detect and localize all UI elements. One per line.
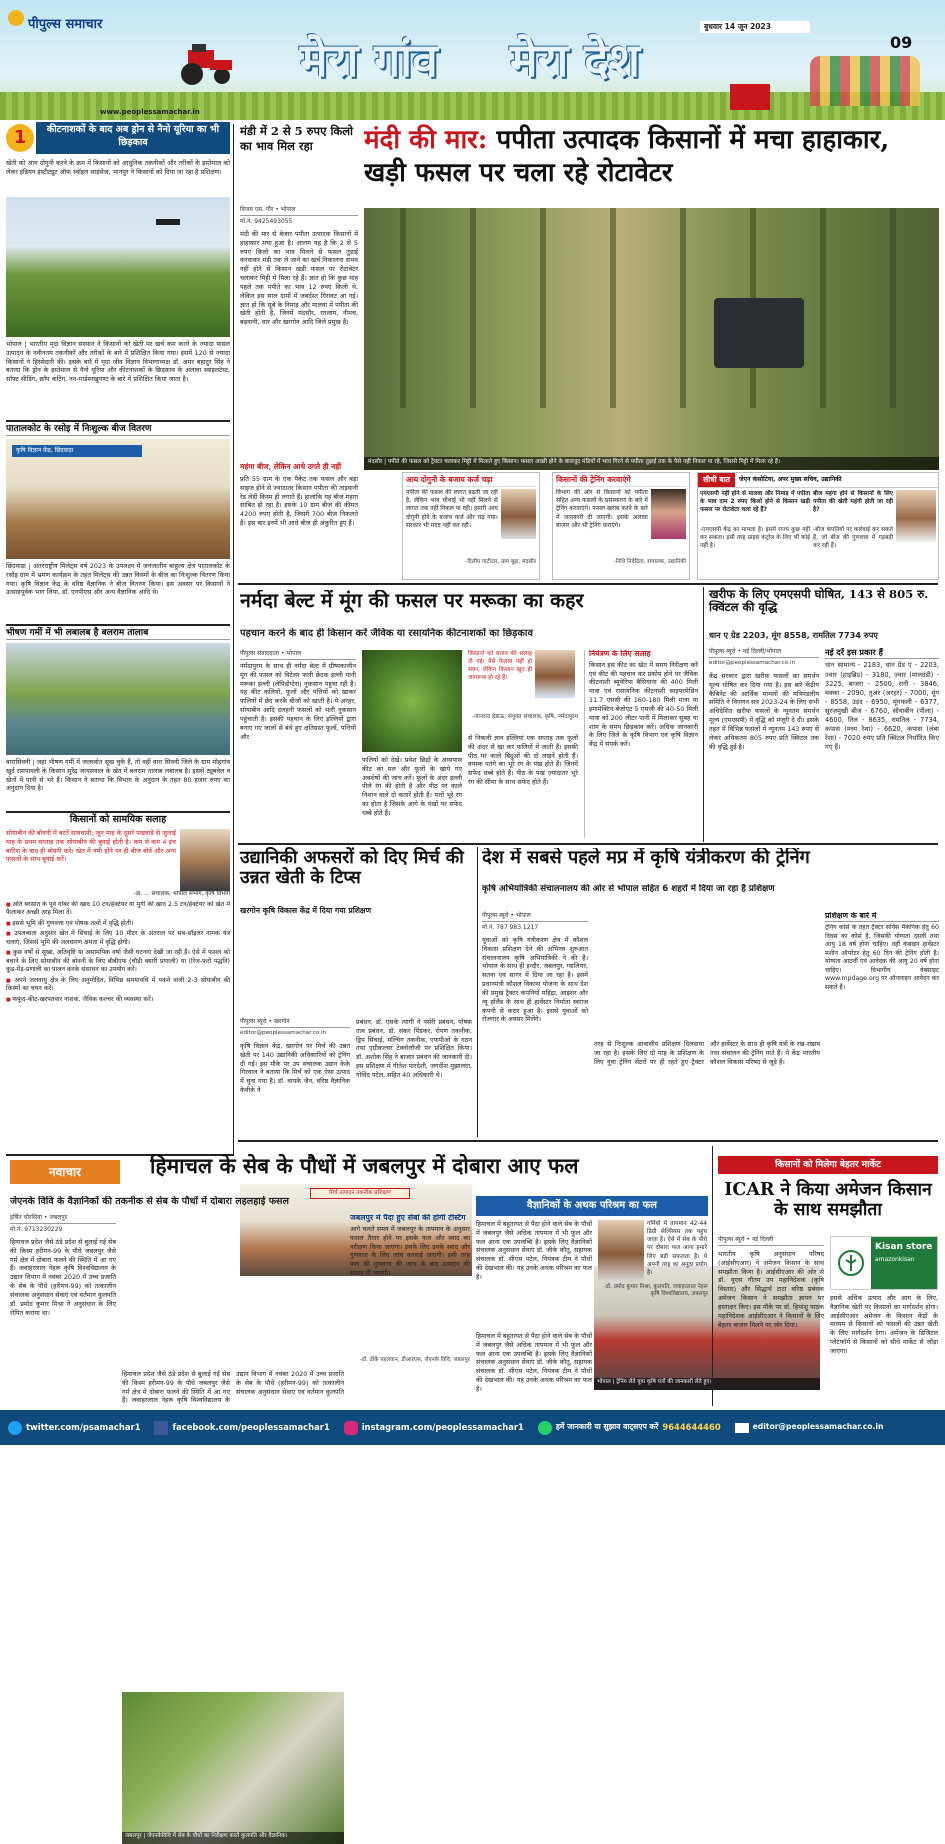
- direct-q2: बीज महंगा होने से किसानों के लिए पपीता की खेती महंगी होती जा रही है?: [813, 491, 893, 514]
- column-divider: [703, 587, 704, 842]
- icar-logos: [830, 1236, 938, 1290]
- vc-quote: गर्मियों में तापमान 42-44 डिग्री सेल्सियस तक पहुंच जाता है। ऐसे में सेब के पौधे पर दोबारा फल आना हमारे लिए बड़ी सफलता है। ये अपनी तरह का अनूठा प्रयोग है।: [647, 1221, 707, 1276]
- drone-intro: खेती को आय दोगुनी करने के क्रम में किसानों को आधुनिक तकनीकों और तरीकों के इस्तेमाल को लेकर इंडियन इंस्टीट्यूट ऑफ स्वॉइल साइंसेज, भानपुर ने किसानों को दिया जा रहा है प्रशिक्षण।: [6, 159, 230, 176]
- column-divider: [477, 847, 478, 1137]
- mech-mobile: मो.नं. 787 983 1217: [482, 924, 539, 931]
- icar-banner: किसानों को मिलेगा बेहतर मार्केट: [718, 1156, 938, 1174]
- section-rule: [238, 583, 938, 585]
- direct-talk-photo: [896, 490, 936, 542]
- quote-2-credit: -निधि निवेदिता, संचालक, उद्यानिकी: [613, 558, 686, 565]
- rates-text: धान सामान्य - 2183, धान ग्रेड ए - 2203, ज्वार (हाइब्रिड) - 3180, ज्वार (मालदंडी) - 3225, बाजरा - 2500, रागी - 3846, मक्का - 2090, तुअर (अरहर) - 7000, मूंग - 8558, उड़द - 6950, मूंगफली - 6377, सूरजमुखी बीज - 6760, सोयाबीन (पीला) - 4600, तिल - 8635, रामतिल - 7734, कपास (मध्य रेशा) - 6620, कपास (लंबा रेशा) - 7020 रुपए प्रति क्विंटल निर्धारित किए गए हैं।: [825, 661, 939, 752]
- quote-2-text: विभाग की ओर से किसानों को पपीता सहित अन्य फसलों के प्रसंस्करण के बारे में ट्रेनिंग करवाएंगे। फसल ख़राब करने के बारे में जानकारी दी जाएगी। इसके अलावा बाजार और भी ट्रेनिंग कराएंगे।: [556, 488, 648, 529]
- moong-body-3: से निकली ज्ञान इल्लियां एक सप्ताह तक फूलों की अंदर से खा कर फलियों में जाती हैं। इसकी पीठ पर काले बिंदुओं की दो लाइनें होती हैं। वयस्क पतंगे का भूरे रंग के पंख होते हैं। जिनमें सफेद धब्बे होते हैं। पीठ के पंख ज़्यादातर भूरे रंग की सीमा के साथ सफेद होते हैं।: [468, 734, 578, 787]
- chilli-banner: मिर्च उत्पादन तकनीक प्रशिक्षण: [310, 1188, 410, 1199]
- apple-effort-title: वैज्ञानिकों के अथक परिश्रम का फल: [476, 1196, 708, 1216]
- papaya-headline-rest: पपीता उत्पादक किसानों में मचा हाहाकार, खड़ी फसल पर चला रहे रोटावेटर: [364, 125, 890, 188]
- moong-officer-photo: [535, 650, 575, 698]
- seed-body: छिंदवाड़ा | अंतरराष्ट्रीय मिलेट्स वर्ष 2023 के उपलक्ष्य में जनजातीय बाहुल्य क्षेत्र पातालकोट के रसोइ ग्राम में भ्रमण कार्यक्रम के तहत मिलेट्स की उन्नत किस्मों के बीज का निःशुल्क वितरण किया गया। कृषि विज्ञान केंद्र के वरिष्ठ वैज्ञानिक ने बीज वितरण किया। इस अवसर पर किसानों ने उत्साहपूर्वक भाग लिया, डॉ. एनपीएस और अन्य वैज्ञानिक आदि थे।: [6, 562, 230, 597]
- seed-event-banner: कृषि विज्ञान केंद्र, छिंदवाड़ा: [12, 445, 142, 457]
- footer-facebook[interactable]: facebook.com/peoplessamachar1: [172, 1421, 330, 1432]
- footer-whatsapp-text: हमें जानकारी या सुझाव वाट्सएप करें: [555, 1422, 659, 1432]
- papaya-photo: [364, 208, 939, 470]
- about-title: प्रशिक्षण के बारे में: [825, 912, 939, 922]
- quote-2-title: किसानों की ट्रेनिंग करवाएंगे: [556, 476, 686, 487]
- advice-bullet: ■ अपने जलवायु क्षेत्र के लिए अनुमोदित, विभिन्न समयावधि में पकने वाली 2-3 सोयाबीन की किस्मों का चयन करें।: [6, 977, 230, 994]
- msp-body: केंद्र सरकार द्वारा खरीफ फसलों का समर्थन मूल्य घोषित कर दिया गया है। इस बारे केंद्रीय कैबिनेट की आर्थिक मामलों की मंत्रिमंडलीय समिति ने विपणन सत्र 2023-24 के लिए सभी अधिदेशित खरीफ फसलों के न्यूनतम समर्थन मूल्य (एमएसपी) में वृद्धि को मंजूरी दे दी। इसके तहत में विभिन्न फसलों में न्यूनतम 143 रुपए से लेकर अधिकतम 805 रुपए प्रति क्विंटल तक की वृद्धि हुई है।: [709, 672, 819, 751]
- advice-bullets: [6, 901, 230, 1101]
- advice-bullet: ■ फफूंद-कीट-खरपतवार नाशक, जैविक कल्चर की व्यवस्था करें।: [6, 996, 230, 1005]
- testing-credit: -डॉ. डीके पहलवान, डीआरएस, जेएनके विवि, जबलपुर: [359, 1356, 470, 1363]
- papaya-body-2: प्रति 55 ग्राम के एक पैकेट तक फसल और बड़ा साइज होने से ज्यादातर किसान पपीता की ताइवानी रेड लेडी किस्म ही लगाते हैं। हालांकि यह बीज महंगा साबित हो रहा है। इसके 10 ग्राम बीज की कीमत 4200 रुपए होती है, जिसमें 700 बीज निकलते हैं। इस बार इनमें भी आधे बीज ही अंकुरित हुए हैं।: [240, 475, 358, 528]
- column-divider: [233, 124, 234, 1154]
- direct-a2: -बीज कंपनियों पर कार्रवाई कर सकते हैं, जो बीज की गुणवत्ता में गड़बड़ी कर रही हैं।: [813, 527, 893, 550]
- drone-photo: [6, 197, 230, 337]
- website-label: www.peoplessamachar.in: [100, 108, 200, 116]
- footer-bar: [0, 1410, 945, 1445]
- mech-body: युवाओं को कृषि यंत्रीकरण क्षेत्र में कौशल विकास प्रशिक्षण देने की अभिनव शुरुआत संचालनालय कृषि अभियांत्रिकी ने की है। भोपाल के साथ ही इन्दौर, जबलपुर, ग्वालियर, सतना एवं सागर में दिया जा रहा है। इसमें प्रधानमंत्री कौशल विकास योजना के साथ देश की प्रमुख ट्रैक्टर कंपनियों महिंद्रा, आइशर और न्यू हॉलैंड के साथ ही हार्वेस्टर निर्माता स्वराज कंपनी से करार हुआ है। इससे युवाओं को रोजगार के अवसर मिलेंगे।: [482, 936, 588, 1024]
- moong-subhead: पहचान करने के बाद ही किसान करें जैविक या रसायनिक कीटनाशकों का छिड़काव: [240, 628, 533, 639]
- papaya-caption: मंदसौर | पपीते की फसल को ट्रैक्टर चलाकर मिट्टी में मिलाते हुए किसान। फसल अच्छी होने के बावजूद मंडियों में भाव गिरने से पपीता तुड़ाई तक के पैसे नहीं निकल पा रहे, जिससे मिट्टी में मिला रहे हैं।: [364, 457, 939, 470]
- icar-body: भारतीय कृषि अनुसंधान परिषद (आईसीएआर) ने अमेजन किसान के साथ समझौता किया है। आईसीएआर की ओर से डॉ. यूएस गौतम उप महानिदेशक (कृषि विस्तार) और सिद्धार्थ टाटा वरिष्ठ प्रबंधक अमेजन किसान ने समझौता ज्ञापन पर हस्ताक्षर किए। इस मौके पर डॉ. हिमांशु पाठक महानिदेशक आईसीएआर ने किसानों के लिए बेहतर बाजार मिलने पर जोर दिया।: [718, 1250, 824, 1329]
- section-title-gaon: मेरा गांव: [300, 33, 438, 87]
- advice-officer-photo: [180, 829, 230, 891]
- apple-effort-text-2: हिमाचल में बहुतायत से पैदा होने वाले सेब के पौधों में जबलपुर जैसे अधिक तापमान में भी फूल और फल आना एक उपलब्धि है। इसके लिए वैज्ञानिकों संचालक अनुसंधान सेवाएं डॉ. जीके कौतू, सहायक संचालक डॉ. सीएस पटेल, नियंत्रक टीम ने पौधों की देखभाल की। यह उनके अथक परिश्रम का फल है।: [476, 1332, 592, 1393]
- apple-testing-box: [350, 1214, 470, 1406]
- moong-body: नर्मदापुरम के साथ ही नर्मदा बेल्ट में ग्रीष्मकालीन मूंग की फसल को विटेलर फली छेदक इल्ली यानी मरूका इल्ली (लेपिडोप्टेरा) नुकसान पहुंचा रही है। यह कीट कलियों, फूलों और पत्तियों को खाकर फलियों में छेद करके बीजों को खाती है। ये अरहर, सोयाबीन आदि दलहनी फसलों को भारी नुकसान पहुंचाती है। इसकी पहचान के लिए इल्लियों द्वारा बनाए गए जालों से बंधे हुए क्षतिग्रस्त फूलों, पत्तियों और: [240, 662, 356, 741]
- apple-headline: हिमाचल के सेब के पौधों में जबलपुर में दोबारा आए फल: [150, 1154, 579, 1178]
- rates-title: नई दरें इस प्रकार हैं: [825, 648, 939, 659]
- paper-logo: पीपुल्स समाचार: [28, 17, 103, 32]
- moong-leaf-photo: [362, 650, 462, 752]
- apple-vc-box: [598, 1220, 708, 1406]
- papaya-body: मंदी की मार से बेजार पपीता उत्पादक किसानों में हाहाकार मचा हुआ है। आलम यह है कि 2 से 5 रुपए किलो का भाव मिलने से फसल तुड़ाई करवाकर मंडी तक ले जाने का खर्च निकालना संभव नहीं होने से किसान खड़ी फसल पर रोटावेटर चलाकर मिट्टी में मिला रहे हैं। ज्ञात हो कि कुछ माह पहले तक पपीते का भाव 12 रुपए किलो थे, लेकिन इस साल दामों में जबर्दस्त गिरावट आ गई। ज्ञात हो कि सूबे के निमाड़ और मालवा में पपीता की खेती होती है, जिनमें मंदसौर, रतलाम, नीमच, बड़वानी, धार और खरगोन आदि जिले प्रमुख हैं।: [240, 230, 358, 327]
- quote-1-photo: [501, 489, 536, 539]
- barn-icon: [730, 84, 770, 110]
- msp-subhead: धान ए ग्रेड 2203, मूंग 8558, रामतिल 7734 रुपए: [709, 630, 878, 640]
- tractor-icon: [170, 42, 240, 86]
- pond-body: वारासिवनी | जहां भीषण गर्मी में जलस्त्रोत सूख चुके हैं, तो वहीं वारा सिवनी जिले के ग्राम मोहगांव खुर्द रामपायली के किसान सुरेंद्र जायसवाल के खेत में बलराम तालाब लबालब है। इससे ट्यूबवेल व खेतों में पानी से भरे हैं। किसान ने बताया कि विभाग के अनुदान के तहत 80 हजार रुपए का अनुदान दिया है।: [6, 758, 230, 793]
- advice-bullet: ■ अति बरसात के पूर्व गोबर की खाद 10 टन/हेक्टेयर या मुर्गी की खाद 2.5 टन/हेक्टेयर को खेत में फैलाकर अच्छी तरह मिला दें।: [6, 901, 230, 918]
- instagram-icon: [344, 1421, 358, 1435]
- msp-email: editor@peoplessamachar.co.in: [709, 660, 796, 666]
- papaya-headline: [364, 124, 939, 206]
- kisan-store-sub: amazonkisan: [875, 1255, 915, 1263]
- papaya-quote-1: [402, 472, 540, 580]
- story-badge: 1: [6, 124, 34, 152]
- moong-body-2: फलियों को देखें। प्रवेश छिद्रों के आसपास कीट का मल और फूलों के खाये गए अवशेषों की जांच करें। फूलों के अंदर इल्ली पीले रंग की होती है और पीठ पर काले निशान वाले दो कतारें होती हैं। पत्तों भूरे रंग का होता है जिसके आगे के पंखों पर सफेद धब्बे होते हैं।: [362, 756, 462, 817]
- icar-headline: ICAR ने किया अमेजन किसान के साथ समझौता: [724, 1180, 932, 1221]
- advice-bullet: ■ उपलब्धता अनुसार खेत में सिंचाई के लिए 10 मीटर के अंतराल पर सब-सॉइलर नामक यंत्र चलाएं, जिससे भूमि की जलधारण क्षमता में वृद्धि होगी।: [6, 930, 230, 947]
- village-women-illustration: [810, 56, 920, 106]
- testing-title: जबलपुर में पैदा हुए सेबों की होगी टेस्टिंग: [350, 1214, 466, 1222]
- drone-story-header: [6, 122, 230, 156]
- icar-byline: पीपुल्स ब्यूरो • नई दिल्ली: [718, 1236, 824, 1246]
- kisan-store-text: Kisan store: [875, 1242, 933, 1252]
- chilli-subhead: खरगोन कृषि विकास केंद्र में दिया गया प्रशिक्षण: [240, 906, 371, 915]
- direct-talk-box: [697, 472, 939, 580]
- column-divider: [712, 1146, 713, 1406]
- seed-event-photo: [6, 439, 230, 559]
- section-rule: [238, 1140, 938, 1142]
- apple-effort-text: हिमाचल में बहुतायत से पैदा होने वाले सेब के पौधों में जबलपुर जैसे अधिक तापमान में भी फूल और फल आना एक उपलब्धि है। इसके लिए वैज्ञानिकों संचालक अनुसंधान सेवाएं डॉ. जीके कौतू, सहायक संचालक डॉ. सीएस पटेल, नियंत्रक टीम ने पौधों की देखभाल की। यह उनके अथक परिश्रम का फल है।: [476, 1220, 592, 1281]
- section-title-desh: मेरा देश: [510, 33, 640, 87]
- quote-2-photo: [651, 489, 686, 539]
- section-rule: [238, 843, 938, 845]
- quote-1-title: आय दोगुनी के बजाय कर्ज चढ़ा: [406, 476, 536, 487]
- chilli-body: कृषि विज्ञान केंद्र, खरगोन पर मिर्च की उन्नत खेती पर 140 उद्यानिकी अधिकारियों को ट्रेनिंग दी गई। इस मौके पर उप संचालक उद्यान केके गिरवाल ने बताया कि मिर्च को एक ऐसा उत्पाद में चुना गया है। डॉ. वायके जैन, वरिष्ठ वैज्ञानिक केवीके ने: [240, 1042, 350, 1095]
- footer-whatsapp-number[interactable]: 9644644460: [662, 1421, 721, 1432]
- chilli-headline: उद्यानिकी अफसरों को दिए मिर्च की उन्नत खेती के टिप्स: [240, 848, 464, 889]
- msp-byline: पीपुल्स ब्यूरो • नई दिल्ली/भोपाल: [709, 648, 819, 658]
- apple-mobile: मो.नं. 9713230229: [10, 1226, 63, 1233]
- apple-caption: जबलपुर | जेएनकेविवि में सेब के पौधों का निरीक्षण करते कुलपति और वैज्ञानिक।: [122, 1832, 344, 1844]
- chilli-email: editor@peoplessamachar.co.in: [240, 1030, 327, 1036]
- icar-logo-icon: [831, 1237, 871, 1289]
- moong-inset-quote: किसानों को बचाव की सलाह दी गई। वैसे फैलाव नहीं हो सका, लेकिन किसान खुद ही जागरूक हो रहे हैं।: [468, 651, 532, 682]
- papaya-subhead: महंगा बीज, लेकिन आधे उगते ही नहीं: [240, 462, 342, 471]
- chilli-byline: पीपुल्स ब्यूरो • खरगोन: [240, 1018, 350, 1028]
- advice-bullet: ■ इससे भूमि की गुणवत्ता एवं पोषक तत्वों में वृद्धि होती।: [6, 920, 230, 929]
- tractor-in-photo-icon: [714, 298, 804, 368]
- control-text: किसान इस कीट का खेत में समय निरीक्षण करें एवं कीट की पहचान कर प्रकोप होने पर जैविक कीटनाशी ब्यूवेरिया बैसियाना की 400 मिली मात्रा एवं रासायनिक कीटनाशी साइपरमेथ्रिन 11.7 एससी की 160-180 मिली मात्रा या इमामेक्टिन बेंजोएट 5 एसजी की 40-50 मिली मात्रा को 200 लीटर पानी में मिलाकर सुबह या शाम के समय छिड़काव करें। अधिक जानकारी के लिए जिले के कृषि विभाग एवं कृषि विज्ञान केंद्र में संपर्क करें।: [589, 660, 698, 749]
- papaya-side-headline: मंडी में 2 से 5 रुपए किलो का भाव मिल रहा: [240, 124, 354, 153]
- vc-photo: [598, 1220, 644, 1282]
- chilli-body-2: प्रबंधन, डॉ. एसके त्यागी ने नर्सरी प्रबंधन, पोषक तत्व प्रबंधन, डॉ. संकर पिंडकर, रोपण तकनीक, ड्रिप सिंचाई, मल्चिंग तकनीक, एफपीओ के गठन तथा एग्रीकल्चर टेक्नोलॉजी पर प्रशिक्षित किया। डॉ. अशोक सिंह ने बाजार प्रबंधन की जानकारी दी। इस प्रशिक्षण में गीतेश पारदेशी, जगदीश मुझालदा, गोविंद पटेल, सहित 40 अधिकारी थे।: [356, 1018, 472, 1079]
- moong-inset: [468, 650, 578, 710]
- mail-icon: [735, 1423, 749, 1433]
- papaya-byline: विजय एस. गौर • भोपाल: [240, 206, 358, 216]
- papaya-headline-red: मंदी की मार:: [364, 125, 488, 155]
- advice-credit: -डॉ. ... संचालक, भोपाल संभाग, कृषि विभाग: [133, 890, 230, 897]
- moong-inset-credit: -जानराव हेडाऊ, संयुक्त संचालक, कृषि, नर्मदापुरम: [471, 714, 578, 720]
- mech-body-2: तरह से निःशुल्क आवासीय प्रशिक्षण दिलवाया जा रहा है। इसके लिए दो माह के प्रशिक्षण के लिए युवा ट्रेनिंग सेंटरों पर ही रहते हुए ट्रैक्टर और हार्वेस्टर के साथ ही कृषि यंत्रों के रख-रखाव तथा संचालन की ट्रेनिंग पाते हैं। ये केंद्र भारतीय कौशल विकास परिषद से जुड़े हैं।: [594, 1040, 820, 1066]
- drone-icon: [156, 219, 180, 225]
- quote-1-text: पपीता की फसल की लागत बढ़ती जा रही है, लेकिन भाव चौथाई भी नहीं मिलने से लागत तक नहीं निकल पा रही। हमारी आय दोगुनी होने के बजाय कर्ज और चढ़ गया। सरकार भी मदद नहीं कर रही।: [406, 488, 498, 529]
- drone-body: भोपाल | भारतीय मृदा विज्ञान संस्थान ने किसानों को खेती पर खर्च कम करने के ज्यादा फसल उत्पादन के नवीनतम तकनीकों और तरीकों के बारे में प्रशिक्षित किया गया। इसमें 120 से ज्यादा किसानों ने हिस्सेदारी की। इसके बारे में मृदा जीव विज्ञान विभागाध्यक्ष डॉ. अमर बहादुर सिंह ने बताया कि ड्रोन के इस्तेमाल से नैनो यूरिया और कीटनाशकों के छिड़काव के अलावा स्वाइलटेस्ट, सॉफ्ट सीडिंग, क्रॉप कटिंग, नन-मार्डस्नखुपण्ट के बारे में प्रशिक्षित किया जाता है।: [6, 340, 230, 384]
- mech-byline: पीपुल्स ब्यूरो • भोपाल: [482, 912, 588, 922]
- mech-subhead: कृषि अभियांत्रिकी संचालनालय की ओर से भोपाल सहित 6 शहरों में दिया जा रहा है प्रशिक्षण: [482, 884, 775, 894]
- apple-subhead: जेएनके विवि के वैज्ञानिकों की तकनीक से सेब के पौधों में दोबारा लहलहाई फसल: [10, 1196, 289, 1207]
- facebook-icon: [154, 1421, 168, 1435]
- moong-control-box: [584, 650, 698, 838]
- advice-lead: सोयाबीन की बोवनी में बरतें सावधानी: जून माह के दूसरे पखवाड़े से जुलाई माह के प्रथम सप्ताह तक सोयाबीन की बुवाई होती है। कम से कम 4 इंच बारिश के बाद ही बोवनी करें। खेत में नमी होने पर ही बीज बोवें और अन्य फसलों के साथ बुवाई करें।: [6, 828, 176, 864]
- drone-headline: कीटनाशकों के बाद अब ड्रोन से नैनो यूरिया का भी छिड़काव: [36, 122, 230, 154]
- papaya-quote-2: [552, 472, 690, 580]
- msp-rates: [825, 648, 939, 838]
- footer-twitter[interactable]: twitter.com/psamachar1: [26, 1421, 141, 1432]
- quote-1-credit: -दिलीप पाटीदार, ग्राम बूढ़ा, मंदसौर: [465, 558, 536, 565]
- pond-headline: भीषण गर्मी में भी लबालब है बलराम तालाब: [6, 624, 230, 640]
- papaya-trees: [364, 208, 939, 408]
- whatsapp-icon: [538, 1421, 552, 1435]
- sun-logo-icon: [8, 10, 24, 26]
- about-text: ट्रेनिंग कोर्स के तहत ट्रैक्टर सर्विस मैकेनिक हेतु 60 दिवस का कोर्स है, जिसकी योग्यता दसवीं तथा आयु 18 वर्ष होना चाहिए। वहीं कंबाइन हार्वेस्टर मशीन ऑपरेटर हेतु 60 दिन की ट्रेनिंग होती है। योग्यता आठवीं एवं आवेदक की आयु 20 वर्ष होना चाहिए। विभागीय वेबसाइट www.mpdage.org पर ऑनलाइन आवेदन कर सकते हैं।: [825, 923, 939, 991]
- apple-body: हिमाचल प्रदेश जैसे ठंडे प्रदेश से बुलाई गई सेब की किस्म हरीमन-99 के पौधे जबलपुर जैसे गर्म क्षेत्र में दोबारा फलने की स्थिति में आ गए हैं। जवाहरलाल नेहरू कृषि विश्वविद्यालय के उद्यान विभाग में नवंबर 2020 में उच्च प्रजाति के सेब के पौधे (हरीमन-99) को तत्कालीन संचालक अनुसंधान सेवाएं एवं वर्तमान कुलपति डॉ. प्रमोद कुमार मिश्रा ने अनुसंधान के लिए रोपित कराया था।: [10, 1238, 116, 1317]
- testing-text: आगे चलते समय में जबलपुर के तापमान के अनुसार फसल तैयार होने पर इसके फल और स्वाद का परीक्षण किया जाएगा। इसके लिए उनके स्वाद और गुणवत्ता के लिए जांच करवाई जाएगी। इसी तरह फल की गुणवत्ता की जांच के बाद उत्पादन की सलाह दी जाएगी।: [350, 1224, 470, 1278]
- msp-headline: खरीफ के लिए एमएसपी घोषित, 143 से 805 रु. क्विंटल की वृद्धि: [709, 587, 929, 615]
- advice-title: किसानों को सामयिक सलाह: [6, 811, 230, 826]
- kisan-store-logo: [871, 1237, 937, 1289]
- control-title: नियंत्रण के लिए सलाह: [589, 650, 651, 658]
- mech-about-box: [825, 912, 939, 1136]
- apple-body-2: हिमाचल प्रदेश जैसे ठंडे प्रदेश से बुलाई गई सेब की किस्म हरीमन-99 के पौधे जबलपुर जैसे गर्म क्षेत्र में दोबारा फलने की स्थिति में आ गए हैं। जवाहरलाल नेहरू कृषि विश्वविद्यालय के उद्यान विभाग में नवंबर 2020 में उच्च प्रजाति के सेब के पौधे (हरीमन-99) को तत्कालीन संचालक अनुसंधान सेवाएं एवं वर्तमान कुलपति: [122, 1370, 344, 1405]
- advice-lead-block: [6, 829, 230, 891]
- footer-instagram[interactable]: instagram.com/peoplessamachar1: [361, 1421, 524, 1432]
- direct-talk-label: सीधी बात: [698, 473, 735, 487]
- papaya-mobile: मो.नं. 9425493055: [240, 218, 293, 225]
- pond-photo: [6, 643, 230, 755]
- direct-talk-person: जेएन कंसोटिया, अपर मुख्य सचिव, उद्यानिकी: [739, 475, 842, 483]
- mech-caption: भोपाल | ट्रेनिंग लेते युवा कृषि यंत्रों की जानकारी लेते हुए।: [594, 1378, 820, 1390]
- direct-q1: एमएसपी नहीं होने से मालवा और निमाड़ में पपीता के भाव दाम 2 रुपए किलो होने से किसान खड़ी फसल पर रोटावेटर चला रहे हैं?: [700, 491, 810, 514]
- vc-credit: -डॉ. प्रमोद कुमार मिश्रा, कुलपति, जवाहरलाल नेहरू कृषि विश्वविद्यालय, जबलपुर: [603, 1284, 708, 1298]
- innovation-tag: नवाचार: [10, 1160, 120, 1184]
- apple-photo: [122, 1692, 344, 1844]
- page-number: 09: [890, 33, 913, 52]
- twitter-icon: [8, 1421, 22, 1435]
- moong-headline: नर्मदा बेल्ट में मूंग की फसल पर मरूका का कहर: [240, 590, 584, 612]
- masthead: [0, 0, 945, 120]
- direct-a1: -एमएसपी केंद्र का मामला है। इसमें राज्य कुछ नहीं कर सकता। इसी तरह प्राइस कंट्रोल के लिए भी कोई नहीं है।: [700, 527, 810, 550]
- icar-body-2: इससे अधिक उत्पाद और आय के लिए, वैज्ञानिक खेती पर किसानों का मार्गदर्शन होगा। आईसीएआर अमेजन के किसान केंद्रों के माध्यम से किसानों को फसलों की उन्नत खेती के लिए मार्गदर्शन देगा। अमेजन के डिजिटल प्लेटफॉर्म से किसानों को सीधे मार्केट से जोड़ा जाएगा।: [830, 1294, 938, 1355]
- footer-email[interactable]: editor@peoplessamachar.co.in: [752, 1422, 884, 1432]
- moong-byline: पीपुल्स संवाददाता • भोपाल: [240, 650, 356, 660]
- mech-headline: देश में सबसे पहले मप्र में कृषि यंत्रीकरण की ट्रेनिंग: [482, 848, 810, 868]
- apple-byline: हर्षित चौरसिया • जबलपुर: [10, 1214, 116, 1224]
- date-label: बुधवार 14 जून 2023: [700, 21, 810, 33]
- advice-bullet: ■ कुछ वर्षों से सूखा, अतिवृष्टि या असामयिक वर्षा जैसी घटनाएं देखी जा रही हैं। ऐसे में फसल को बचाने के लिए सोयाबीन की बोवनी के लिए बीबीएफ (चौड़ी क्यारी प्रणाली) या (रिज-फरो पद्धति) कूड़-मेड़-प्रणाली का पालन करके संसाधन का उपयोग करें।: [6, 949, 230, 975]
- seed-headline: पातालकोट के रसोइ में निःशुल्क बीज वितरण: [6, 420, 230, 436]
